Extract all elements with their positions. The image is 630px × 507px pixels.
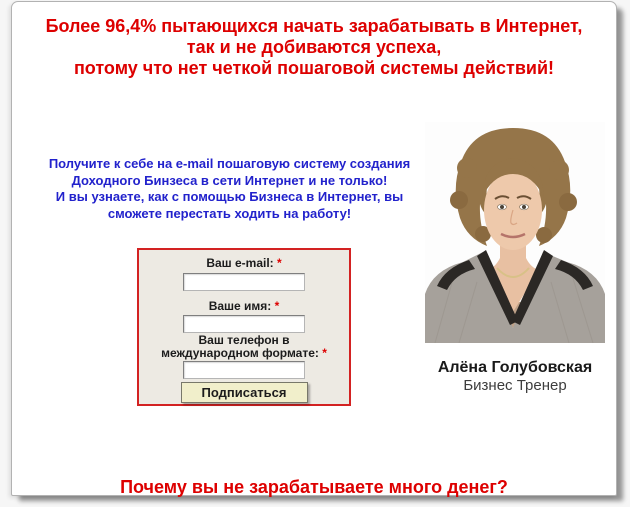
trainer-name: Алёна Голубовская <box>437 359 593 376</box>
intro-line-1: Получите к себе на e-mail пошаговую систему создания <box>48 156 411 171</box>
headline-line-3: потому что нет четкой пошаговой системы действий! <box>73 58 555 78</box>
required-asterisk: * <box>274 299 280 313</box>
required-asterisk: * <box>322 345 327 360</box>
subscribe-form <box>137 248 351 406</box>
intro-line-4: сможете перестать ходить на работу! <box>107 205 352 221</box>
name-input[interactable] <box>183 315 305 333</box>
email-input[interactable] <box>183 273 305 291</box>
phone-label: Ваш телефон в международном формате: * <box>161 333 327 360</box>
headline-line-2: так и не добиваются успеха, <box>186 37 442 57</box>
email-label: Ваш e-mail: * <box>206 256 282 270</box>
trainer-portrait-image <box>425 122 605 343</box>
name-label: Ваше имя: * <box>208 299 280 313</box>
required-asterisk: * <box>277 256 282 270</box>
phone-input[interactable] <box>183 361 305 379</box>
trainer-title: Бизнес Тренер <box>463 377 567 394</box>
headline <box>12 16 616 79</box>
intro-line-3: И вы узнаете, как с помощью Бизнеса в Интернет, вы <box>55 189 404 204</box>
footer-question: Почему вы не зарабатываете много денег? <box>120 477 508 497</box>
trainer-caption <box>410 358 620 395</box>
trainer-photo <box>425 122 605 343</box>
intro-text <box>12 156 447 222</box>
intro-line-2: Доходного Бинзеса в сети Интернет и не только! <box>71 172 388 188</box>
headline-line-1: Более 96,4% пытающихся начать зарабатывать в Интернет, <box>45 16 583 36</box>
subscribe-button[interactable]: Подписаться <box>181 382 308 403</box>
content-panel <box>11 1 617 496</box>
